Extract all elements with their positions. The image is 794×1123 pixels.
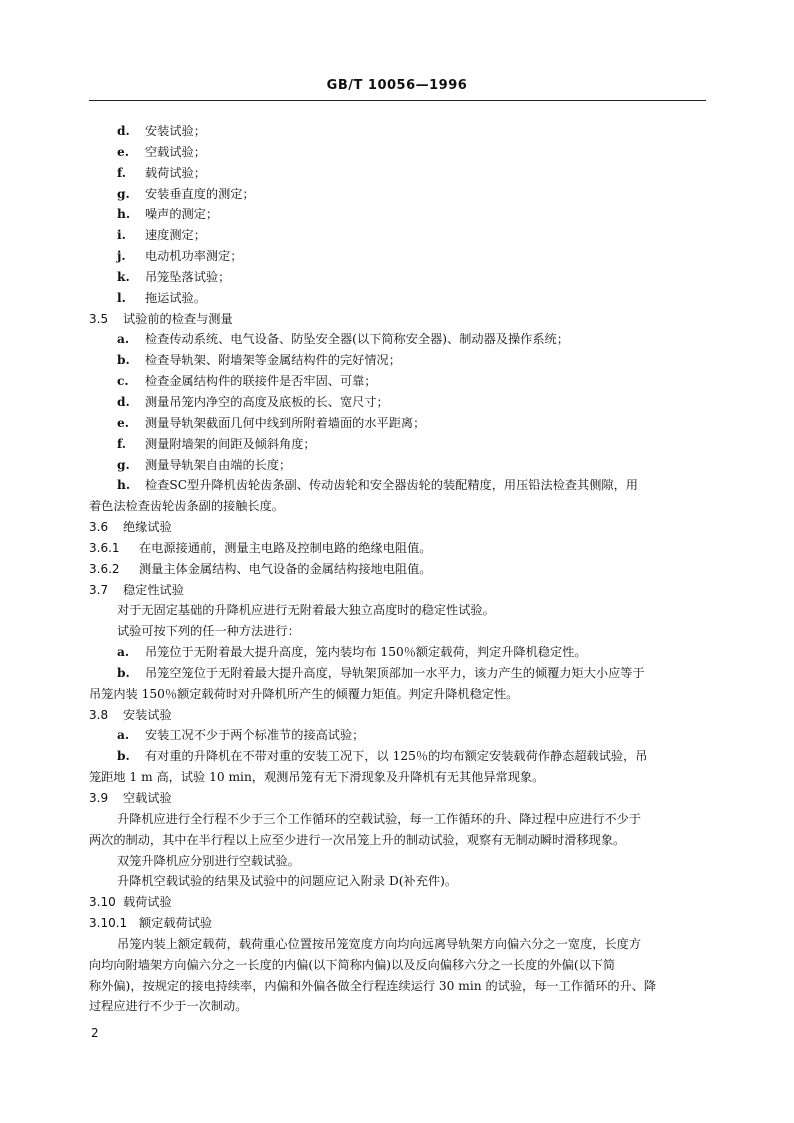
item-label: g. <box>117 457 130 472</box>
item-label: e. <box>117 144 129 159</box>
section-heading-3-9 <box>89 788 706 809</box>
list-item <box>89 434 706 455</box>
item-label: l. <box>117 290 126 305</box>
item-label: c. <box>117 374 129 389</box>
subsection-3-6-2 <box>89 559 706 580</box>
item-label: f. <box>117 165 127 180</box>
item-text: 测量吊笼内净空的高度及底板的长、宽尺寸； <box>145 394 389 409</box>
item-text: 载荷试验； <box>145 165 206 180</box>
item-label: h. <box>117 207 131 222</box>
list-item <box>89 475 706 496</box>
section-number: 3.6 <box>89 520 109 535</box>
item-label: b. <box>117 749 130 764</box>
list-item <box>89 121 706 142</box>
section-number: 3.8 <box>89 707 109 722</box>
section-number: 3.7 <box>89 582 109 597</box>
paragraph: 试验可按下列的任一种方法进行： <box>117 624 300 639</box>
list-item <box>89 350 706 371</box>
item-label: f. <box>117 436 127 451</box>
item-continuation: 吊笼内装 150％额定载荷时对升降机所产生的倾覆力矩值。判定升降机稳定性。 <box>89 686 519 701</box>
section-heading-3-10 <box>89 892 706 913</box>
section-title: 载荷试验 <box>123 895 172 910</box>
section-heading-3-6 <box>89 517 706 538</box>
section-title: 绝缘试验 <box>123 520 172 535</box>
section-title: 空载试验 <box>123 791 172 805</box>
item-text: 有对重的升降机在不带对重的安装工况下，以 125％的均布额定安装载荷作静态超载试验，吊 <box>145 749 648 764</box>
item-label: a. <box>117 645 130 660</box>
item-continuation: 笼距地 1 m 高，试验 10 min，观测吊笼有无下滑现象及升降机有无其他异常现象。 <box>89 770 545 785</box>
item-text: 测量导轨架截面几何中线到所附着墙面的水平距离； <box>145 415 426 430</box>
subsection-title: 额定载荷试验 <box>139 916 213 931</box>
item-text: 吊笼位于无附着最大提升高度，笼内装均布 150％额定载荷，判定升降机稳定性。 <box>145 645 587 660</box>
item-text: 安装试验； <box>145 124 206 138</box>
list-item <box>89 142 706 163</box>
list-item <box>89 225 706 246</box>
page-header: GB/T 10056—1996 <box>326 78 468 93</box>
subsection-3-6-1 <box>89 538 706 559</box>
paragraph: 吊笼内装上额定载荷，载荷重心位置按吊笼宽度方向均向远离导轨架方向偏六分之一宽度，长度方 <box>117 936 642 951</box>
item-text: 检查传动系统、电气设备、防坠安全器(以下简称安全器)、制动器及操作系统； <box>145 332 569 347</box>
list-item <box>89 663 706 684</box>
subsection-number: 3.10.1 <box>89 916 128 931</box>
paragraph-continuation: 称外偏)，按规定的接电持续率，内偏和外偏各做全行程连续运行 30 min 的试验，每一工作循环的升、降 <box>89 978 657 993</box>
item-text: 吊笼空笼位于无附着最大提升高度，导轨架顶部加一水平力，该力产生的倾覆力矩大小应等于 <box>145 665 645 680</box>
section-heading-3-8 <box>89 705 706 726</box>
section-heading-3-7 <box>89 580 706 601</box>
document-body <box>89 121 706 1017</box>
item-label: k. <box>117 269 130 284</box>
item-label: i. <box>117 228 126 243</box>
item-label: j. <box>117 249 126 264</box>
item-text: 噪声的测定； <box>145 207 219 222</box>
item-text: 测量导轨架自由端的长度； <box>145 457 292 472</box>
list-item <box>89 392 706 413</box>
list-item <box>89 246 706 267</box>
paragraph-continuation: 向均向附墙架方向偏六分之一长度的内偏(以下简称内偏)以及反向偏移六分之一长度的外偏(以下简 <box>89 957 616 972</box>
list-item <box>89 329 706 350</box>
header-rule <box>89 100 706 101</box>
paragraph-continuation: 两次的制动，其中在半行程以上应至少进行一次吊笼上升的制动试验，观察有无制动瞬时滑移现象。 <box>89 832 626 847</box>
section-number: 3.5 <box>89 311 109 326</box>
item-label: d. <box>117 124 130 138</box>
list-item <box>89 746 706 767</box>
item-label: b. <box>117 665 130 680</box>
item-label: a. <box>117 728 130 743</box>
paragraph: 升降机应进行全行程不少于三个工作循环的空载试验，每一工作循环的升、降过程中应进行不少于 <box>117 811 642 826</box>
item-label: e. <box>117 415 129 430</box>
item-text: 检查导轨架、附墙架等金属结构件的完好情况； <box>145 353 401 368</box>
item-text: 检查SC型升降机齿轮齿条副、传动齿轮和安全器齿轮的装配精度，用压铅法检查其侧隙，用 <box>145 478 638 493</box>
list-item <box>89 642 706 663</box>
list-item <box>89 455 706 476</box>
list-item <box>89 413 706 434</box>
item-label: g. <box>117 186 130 201</box>
item-text: 测量附墙架的间距及倾斜角度； <box>145 436 316 451</box>
item-text: 拖运试验。 <box>145 290 206 305</box>
item-text: 吊笼坠落试验； <box>145 269 231 284</box>
item-label: b. <box>117 353 130 368</box>
section-title: 稳定性试验 <box>123 582 184 597</box>
subsection-number: 3.6.2 <box>89 561 120 576</box>
item-text: 速度测定； <box>145 228 206 243</box>
section-title: 安装试验 <box>123 707 172 722</box>
item-text: 空载试验； <box>145 144 206 159</box>
page-number: 2 <box>91 1026 99 1040</box>
list-item <box>89 184 706 205</box>
subsection-text: 在电源接通前，测量主电路及控制电路的绝缘电阻值。 <box>139 540 432 555</box>
list-item <box>89 204 706 225</box>
section-heading-3-5 <box>89 309 706 330</box>
paragraph: 对于无固定基础的升降机应进行无附着最大独立高度时的稳定性试验。 <box>117 603 495 618</box>
paragraph: 双笼升降机应分别进行空载试验。 <box>117 853 300 868</box>
list-item <box>89 371 706 392</box>
subsection-text: 测量主体金属结构、电气设备的金属结构接地电阻值。 <box>139 561 432 576</box>
list-item <box>89 267 706 288</box>
item-label: h. <box>117 478 131 493</box>
item-label: d. <box>117 394 130 409</box>
list-item <box>89 163 706 184</box>
list-item <box>89 725 706 746</box>
item-text: 电动机功率测定； <box>145 249 243 264</box>
section-title: 试验前的检查与测量 <box>123 311 233 326</box>
item-text: 检查金属结构件的联接件是否牢固、可靠； <box>145 374 377 389</box>
paragraph: 升降机空载试验的结果及试验中的问题应记入附录 D(补充件)。 <box>117 874 458 889</box>
item-text: 安装垂直度的测定； <box>145 186 255 201</box>
subsection-3-10-1 <box>89 913 706 934</box>
section-number: 3.9 <box>89 791 109 805</box>
list-item <box>89 288 706 309</box>
item-text: 安装工况不少于两个标准节的接高试验； <box>145 728 365 743</box>
item-label: a. <box>117 332 130 347</box>
item-continuation: 着色法检查齿轮齿条副的接触长度。 <box>89 499 284 514</box>
paragraph-continuation: 过程应进行不少于一次制动。 <box>89 999 248 1014</box>
section-number: 3.10 <box>89 895 116 910</box>
subsection-number: 3.6.1 <box>89 540 120 555</box>
